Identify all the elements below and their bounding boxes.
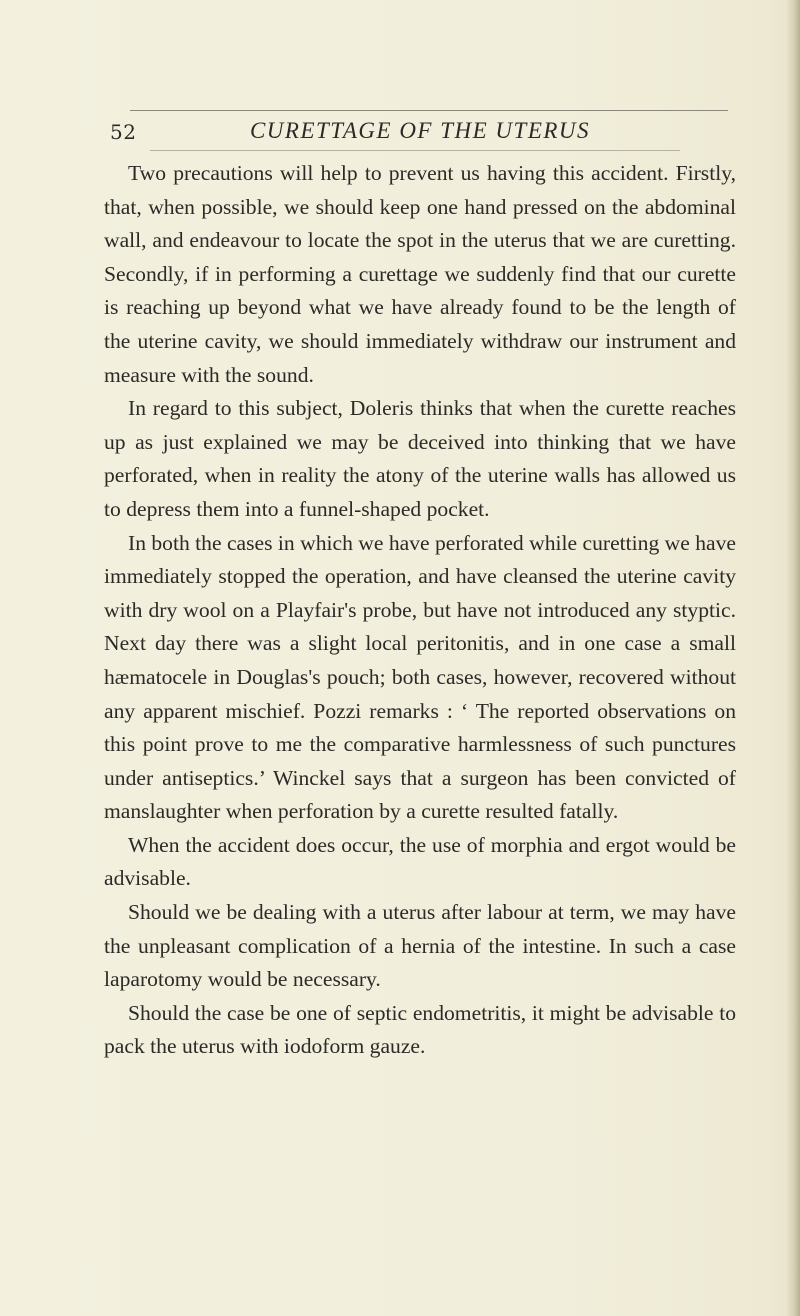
paragraph-hernia: Should we be dealing with a uterus after labour at term, we may have the unpleasant complication of a hernia of the intestine. In such a case laparotomy would be necessary.: [104, 900, 736, 992]
paragraph-perforation-cases: In both the cases in which we have perforated while curetting we have immediately stopped the operation, and have cleansed the uterine cavity with dry wool on a Playfair's probe, but have not introduced any styptic. Next day there was a slight local peritonitis, and in one case a small hæmatocele in Douglas's pouch; both cases, however, recovered without any apparent mischief. Pozzi remarks : ‘ The reported observations on this point prove to me the comparative harmlessness of such punctures under antiseptics.’ Winckel says that a surgeon has been convicted of manslaughter when perforation by a curette resulted fatally.: [104, 530, 736, 824]
body-text: [104, 157, 736, 1064]
page-number: 52: [110, 120, 137, 144]
header-rule: [150, 150, 680, 151]
page-edge-shadow: [786, 0, 800, 1316]
paragraph-precautions: Two precautions will help to prevent us having this accident. Firstly, that, when possible, we should keep one hand pressed on the abdominal wall, and endeavour to locate the spot in the uterus that we are curetting. Secondly, if in performing a curettage we suddenly find that our curette is reaching up beyond what we have already found to be the length of the uterine cavity, we should immediately withdraw our instrument and measure with the sound.: [104, 161, 736, 387]
running-title: CURETTAGE OF THE UTERUS: [249, 118, 591, 143]
paragraph-septic: Should the case be one of septic endometritis, it might be advisable to pack the uterus with iodoform gauze.: [104, 1000, 736, 1059]
paragraph-doleris: In regard to this subject, Doleris thinks that when the curette reaches up as just explained we may be deceived into thinking that we have perforated, when in reality the atony of the uterine walls has allowed us to depress them into a funnel-shaped pocket.: [104, 396, 736, 521]
running-head: [110, 118, 730, 148]
top-rule: [130, 110, 728, 111]
paragraph-morphia: When the accident does occur, the use of morphia and ergot would be advisable.: [104, 832, 736, 891]
